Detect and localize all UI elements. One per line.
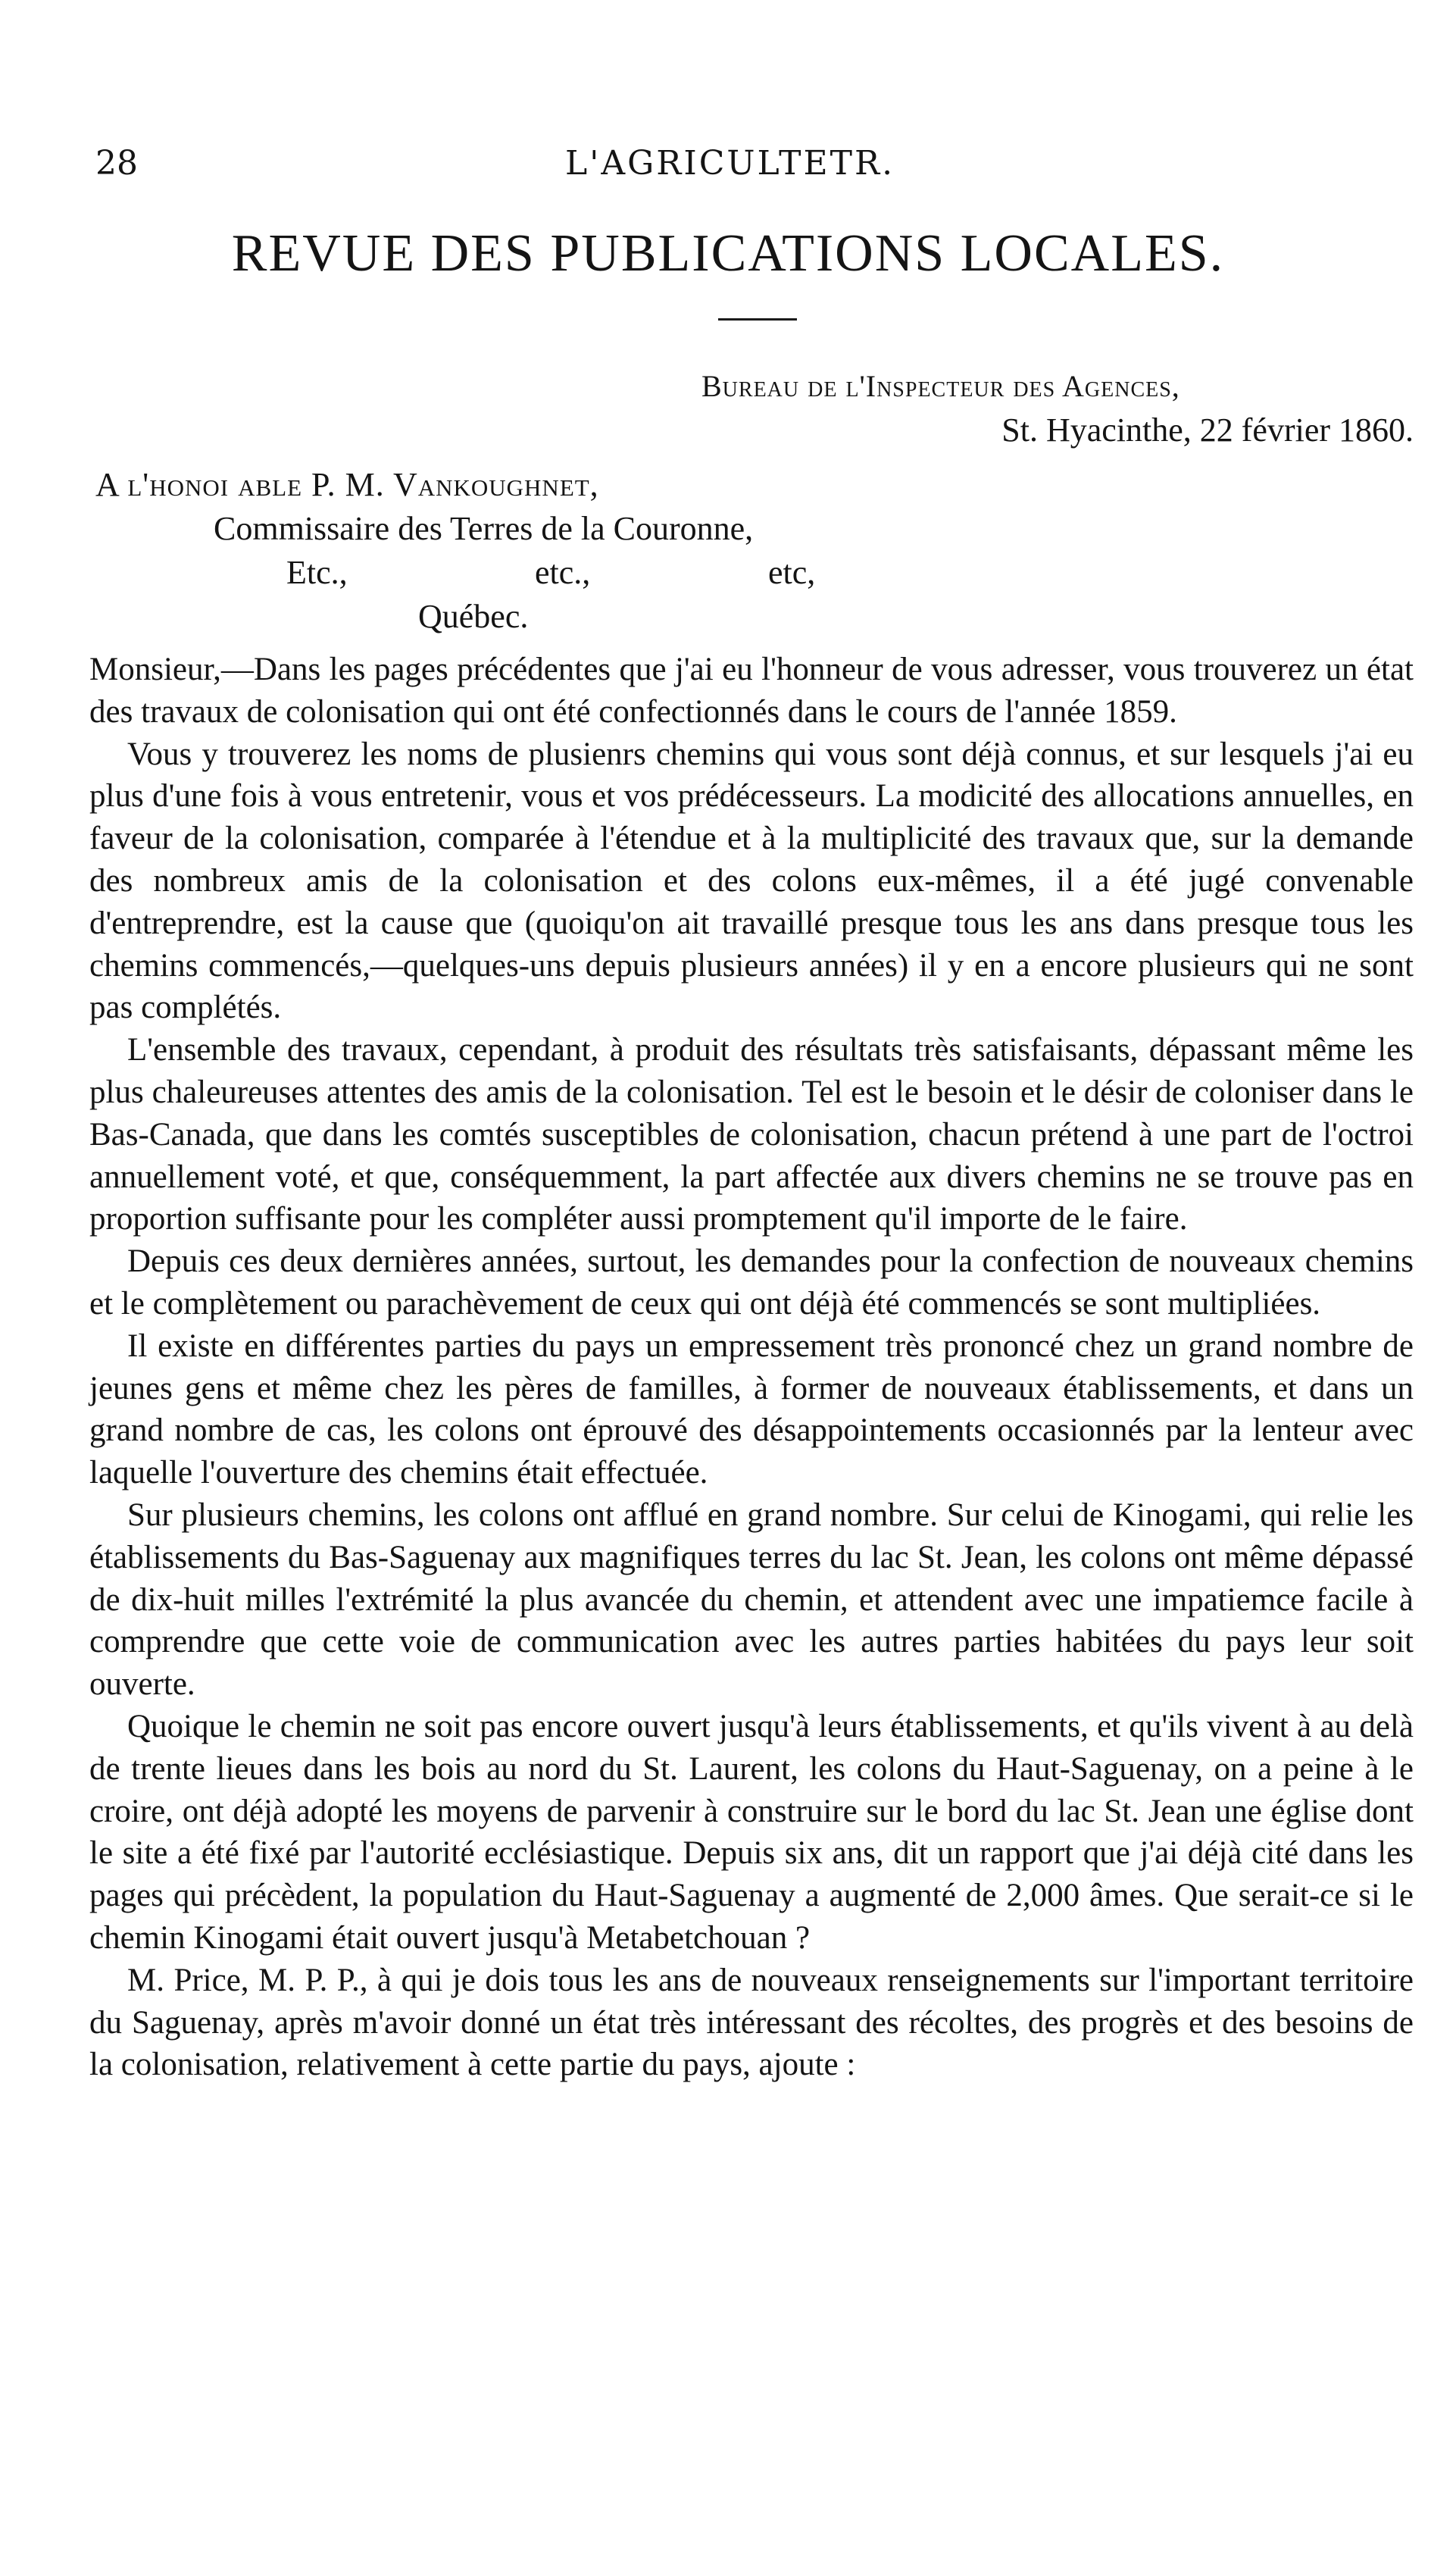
title-rule <box>718 318 797 321</box>
addressee-title: Commissaire des Terres de la Couronne, <box>214 510 754 547</box>
paragraph: Sur plusieurs chemins, les colons ont afflué en grand nombre. Sur celui de Kinogami, qui relie les établissements du Bas-Saguenay aux magnifiques terres du lac St. Jean, les colons ont même dépassé de dix-huit milles l'extrémité la plus avancée du chemin, et attendent avec une impatiemce facile à comprendre que cette voie de communication avec les autres parties habitées du pays leur soit ouverte. <box>89 1497 1414 1703</box>
addressee-name: A l'honoi able P. M. Vankoughnet, <box>95 466 599 503</box>
journal-title: L'AGRICULTETR. <box>565 144 895 183</box>
section-title: REVUE DES PUBLICATIONS LOCALES. <box>231 224 1225 283</box>
paragraph: M. Price, M. P. P., à qui je dois tous les ans de nouveaux renseignements sur l'important territoire du Saguenay, après m'avoir donné un état très intéressant des récoltes, des progrès et des besoins de la colonisation, relativement à cette partie du pays, ajoute : <box>89 1962 1414 2083</box>
letter-body <box>89 649 1414 2086</box>
sender-office: Bureau de l'Inspecteur des Agences, <box>701 369 1180 403</box>
page-number: 28 <box>95 144 138 183</box>
addressee-etc-3: etc, <box>768 554 816 591</box>
paragraph: L'ensemble des travaux, cependant, à produit des résultats très satisfaisants, dépassant même les plus chaleureuses attentes des amis de la colonisation. Tel est le besoin et le désir de coloniser dans le Bas-Canada, que dans les comtés susceptibles de colonisation, chacun prétend à une part de l'octroi annuellement voté, et que, conséquemment, la part affectée aux divers chemins ne se trouve pas en proportion suffisante pour les compléter aussi promptement qu'il importe de le faire. <box>89 1032 1414 1237</box>
addressee-etc-1: Etc., <box>286 554 348 591</box>
addressee-etc <box>286 552 815 594</box>
paragraph: Vous y trouverez les noms de plusienrs chemins qui vous sont déjà connus, et sur lesquels j'ai eu plus d'une fois à vous entretenir, vous et vos prédécesseurs. La modicité des allocations annuelles, en faveur de la colonisation, comparée à l'étendue et à la multiplicité des travaux que, sur la demande des nombreux amis de la colonisation et des colons eux-mêmes, il a été jugé convenable d'entreprendre, est la cause que (quoiqu'on ait travaillé presque tous les ans dans presque tous les chemins commencés,—quelques-uns depuis plusieurs années) il y en a encore plusieurs qui ne sont pas complétés. <box>89 736 1414 1026</box>
paragraph: Il existe en différentes parties du pays un empressement très prononcé chez un grand nombre de jeunes gens et même chez les pères de familles, à former de nouveaux établissements, et dans un grand nombre de cas, les colons ont éprouvé des désappointements occasionnés par la lenteur avec laquelle l'ouverture des chemins était effectuée. <box>89 1328 1414 1491</box>
addressee-city: Québec. <box>418 598 529 635</box>
paragraph: Monsieur,—Dans les pages précédentes que j'ai eu l'honneur de vous adresser, vous trouverez un état des travaux de colonisation qui ont été confectionnés dans le cours de l'année 1859. <box>89 652 1414 730</box>
paragraph: Depuis ces deux dernières années, surtout, les demandes pour la confection de nouveaux chemins et le complètement ou parachèvement de ceux qui ont déjà été commencés se sont multipliées. <box>89 1243 1414 1322</box>
place-date: St. Hyacinthe, 22 février 1860. <box>1001 411 1414 449</box>
addressee-etc-2: etc., <box>535 554 591 591</box>
paragraph: Quoique le chemin ne soit pas encore ouvert jusqu'à leurs établissements, et qu'ils vivent à au delà de trente lieues dans les bois au nord du St. Laurent, les colons du Haut-Saguenay, on a peine à le croire, ont déjà adopté les moyens de parvenir à construire sur le bord du lac St. Jean une église dont le site a été fixé par l'autorité ecclésiastique. Depuis six ans, dit un rapport que j'ai déjà cité dans les pages qui précèdent, la population du Haut-Saguenay a augmenté de 2,000 âmes. Que serait-ce si le chemin Kinogami était ouvert jusqu'à Metabetchouan ? <box>89 1708 1414 1956</box>
running-head <box>95 141 1414 186</box>
